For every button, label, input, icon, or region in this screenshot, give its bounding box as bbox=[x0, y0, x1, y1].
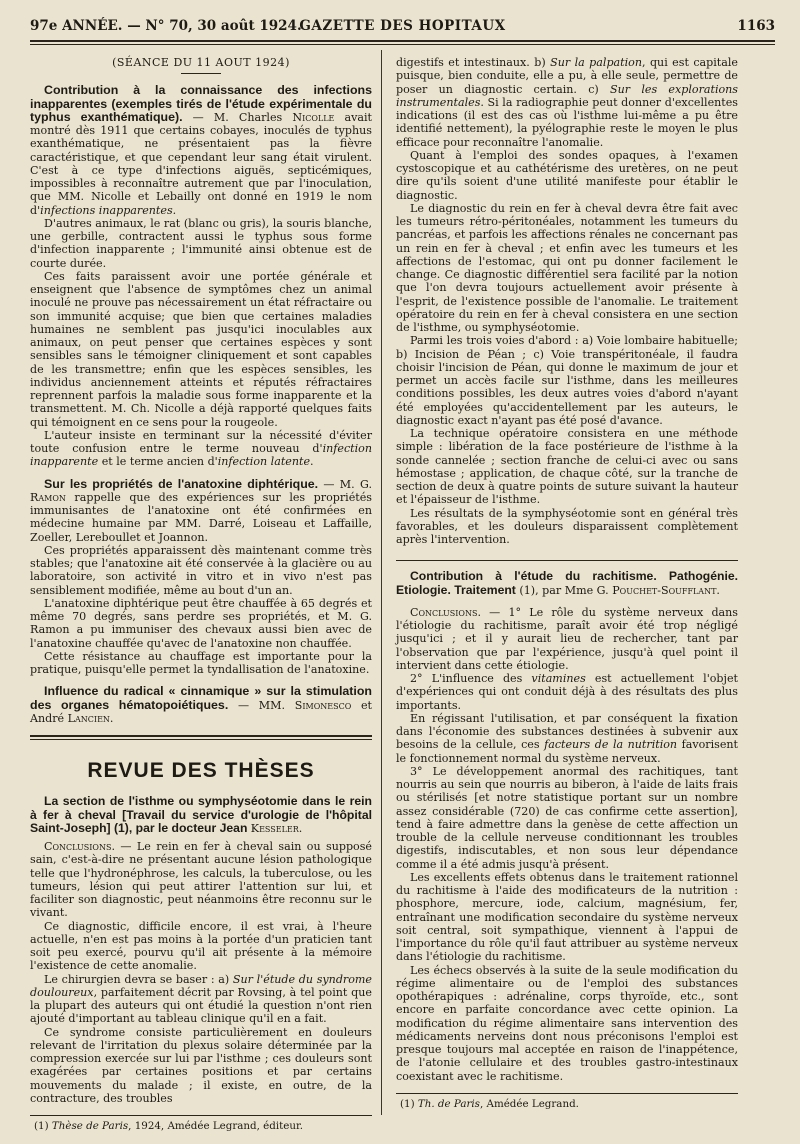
paragraph: Le chirurgien devra se baser : a) Sur l'étude du syndrome douloureux, parfaitement décrit par Rovsing, à tel point que la plupart des auteurs qui ont étudié la question n'ont rien ajouté d'important au tableau clinique qu'il en a fait. bbox=[30, 972, 372, 1026]
these-heading: La section de l'isthme ou symphyséotomie dans le rein à fer à cheval [Travail du service d'urologie de l'hôpital Saint-Joseph] (1), par le docteur Jean Kesseler. bbox=[30, 794, 372, 835]
article-separator bbox=[396, 560, 738, 561]
paragraph: Conclusions. — 1° Le rôle du système nerveux dans l'étiologie du rachitisme, paraît avoir été trop négligé jusqu'ici ; et il y aurait lieu de rechercher, tant par l'observation que par l'expérience, jusqu'à quel point il intervient dans cette étiologie. bbox=[396, 605, 738, 672]
paragraph: Les excellents effets obtenus dans le traitement rationnel du rachitisme à l'aide des modificateurs de la nutrition : phosphore, mercure, iode, calcium, magnésium, fer, entraînant une modification secondaire du système nerveux soit central, soit sympathique, viennent à l'appui de l'importance du rôle qu'il faut attribuer au système nerveux dans l'étiologie du rachitisme. bbox=[396, 870, 738, 964]
author-name: Nicolle bbox=[292, 110, 335, 124]
rachitisme-title: Contribution à l'étude du rachitisme. Pathogénie. Etiologie. Traitement bbox=[396, 569, 738, 597]
right-column bbox=[396, 56, 738, 1111]
paragraph: 2° L'influence des vitamines est actuellement l'objet d'expériences qui ont conduit déjà à des résultats des plus importants. bbox=[396, 672, 738, 712]
footnote-rule bbox=[30, 1115, 372, 1116]
paragraph: Conclusions. — Le rein en fer à cheval sain ou supposé sain, c'est-à-dire ne présentant aucune lésion pathologique telle que l'hydronéphrose, les calculs, la tuberculose, ou les tumeurs, lésion qui peut attirer l'attention sur lui, et faciliter son diagnostic, peut néanmoins être reconnu sur le vivant. bbox=[30, 840, 372, 920]
footnote-rule bbox=[396, 1093, 738, 1094]
paragraph: La technique opératoire consistera en une méthode simple : libération de la face postérieure de l'isthme à la sonde cannelée ; section franche de celui-ci avec ou sans hémostase ; application, de chaque côté, sur la tranche de section de deux à quatre points de suture suivant la hauteur et l'épaisseur de l'isthme. bbox=[396, 427, 738, 507]
these-title: La section de l'isthme ou symphyséotomie dans le rein à fer à cheval [Travail du service d'urologie de l'hôpital Saint-Joseph] (1), par le docteur Jean bbox=[30, 794, 372, 835]
left-column bbox=[30, 56, 372, 1133]
page-header bbox=[30, 18, 775, 40]
seance-date: (SÉANCE DU 11 AOUT 1924) bbox=[112, 56, 290, 69]
paragraph: digestifs et intestinaux. b) Sur la palpation, qui est capitale puisque, bien conduite, elle a pu, à elle seule, permettre de poser un diagnostic certain. c) Sur les explorations instrumentales. Si la radiographie peut donner d'excellentes indications (il est des cas où l'isthme lui-même a pu être identifié nettement), la pyélographie reste le moyen le plus efficace pour reconnaître l'anomalie. bbox=[396, 56, 739, 149]
article-title: Influence du radical « cinnamique » sur la stimulation des organes hématopoiétiques. bbox=[30, 684, 372, 712]
paragraph: L'auteur insiste en terminant sur la nécessité d'éviter toute confusion entre le terme nouveau d'infection inapparente et le terme ancien d'infection latente. bbox=[30, 428, 372, 469]
header-rule-thin bbox=[30, 44, 775, 45]
header-rule bbox=[30, 40, 775, 42]
paragraph: Les échecs observés à la suite de la seule modification du régime alimentaire ou de l'emploi des substances opothérapiques : adrénaline, corps thyroïde, etc., sont encore en parfaite concordance avec cette opinion. La modification du régime alimentaire sans intervention des médicaments nerveins dont nous préconisons l'emploi est presque toujours mal acceptée en raison de l'inappétence, de l'atonie cellulaire et des troubles gastro-intestinaux coexistant avec le rachitisme. bbox=[396, 963, 738, 1083]
issue-line: 97e ANNÉE. — N° 70, 30 août 1924. bbox=[30, 18, 302, 34]
conclusions-label: Conclusions. bbox=[410, 605, 481, 619]
paragraph: L'anatoxine diphtérique peut être chauffée à 65 degrés et même 70 degrés, sans perdre ses propriétés, et M. G. Ramon a pu immuniser des chevaux aussi bien avec de l'anatoxine chauffée qu'avec de l'anatoxine non chauffée. bbox=[30, 596, 372, 650]
paragraph: Les résultats de la symphyséotomie sont en général très favorables, et les douleurs disparaissent complètement après l'intervention. bbox=[396, 506, 738, 546]
section-rule bbox=[30, 735, 372, 740]
author-name: Simonesco bbox=[294, 698, 352, 712]
paragraph: Ce syndrome consiste particulièrement en douleurs relevant de l'irritation du plexus solaire déterminée par la compression exercée sur lui par l'isthme ; ces douleurs sont exagérées par certaines positions et par certains mouvements du malade ; il existe, en outre, de la contracture, des troubles bbox=[30, 1025, 372, 1105]
paragraph: Ce diagnostic, difficile encore, il est vrai, à l'heure actuelle, n'en est pas moins à la portée d'un praticien tant soit peu exercé, pourvu qu'il ait présente à la mémoire l'existence de cette anomalie. bbox=[30, 919, 372, 973]
author-name: Kesseler bbox=[250, 821, 299, 835]
rachitisme-heading: Contribution à l'étude du rachitisme. Pathogénie. Etiologie. Traitement (1), par Mme G. Pouchet-Soufflant. bbox=[396, 569, 738, 597]
paragraph: Ces faits paraissent avoir une portée générale et enseignent que l'absence de symptômes chez un animal inoculé ne prouve pas nécessairement un état réfractaire ou son immunité acquise; que bien que certaines maladies humaines ne semblent pas jusqu'ici inoculables aux animaux, on peut penser que certaines espèces y sont sensibles sans le témoigner cliniquement et sont capables de les transmettre; enfin que les espèces sensibles, les individus anciennement atteints et réputés réfractaires reprennent parfois la maladie sous forme inapparente et la transmettent. M. Ch. Nicolle a déjà rapporté quelques faits qui témoignent en ce sens pour la rougeole. bbox=[30, 269, 372, 429]
paragraph: Parmi les trois voies d'abord : a) Voie lombaire habituelle; b) Incision de Péan ; c) Voie transpéritonéale, il faudra choisir l'incision de Péan, qui donne le maximum de jour et permet un accès facile sur l'isthme, dans les meilleures conditions possibles, les deux autres voies d'abord n'ayant été employées qu'accidentellement par les auteurs, le diagnostic exact n'ayant pas été posé d'avance. bbox=[396, 334, 738, 427]
article-infections-inapparentes: Contribution à la connaissance des infections inapparentes (exemples tirés de l'étude expérimentale du typhus exanthématique). — M. Charles Nicolle avait montré dès 1911 que certains cobayes, inoculés de typhus exanthématique, ne présentaient pas la fièvre caractéristique, et que cependant leur sang était virulent. C'est à ce type d'infections aiguës, septicémiques, impossibles à reconnaître autrement que par l'inoculation, que MM. Nicolle et Lebailly ont donné en 1919 le nom d'infections inapparentes. bbox=[30, 83, 372, 217]
author-name: Pouchet-Soufflant bbox=[612, 583, 717, 597]
author-name: Ramon bbox=[30, 490, 66, 504]
article-title: Sur les propriétés de l'anatoxine diphtérique. bbox=[44, 476, 319, 491]
footnote: (1) Thèse de Paris, 1924, Amédée Legrand, éditeur. bbox=[34, 1120, 304, 1132]
paragraph: Quant à l'emploi des sondes opaques, à l'examen cystoscopique et au cathétérisme des uretères, on ne peut dire qu'ils soient d'une utilité manifeste pour établir le diagnostic. bbox=[396, 148, 738, 202]
seance-rule bbox=[181, 73, 221, 74]
article-anatoxine: Sur les propriétés de l'anatoxine diphtérique. — M. G. Ramon rappelle que des expériences sur les propriétés immunisantes de l'anatoxine ont été confirmées en médecine humaine par MM. Darré, Loiseau et Laffaille, Zoeller, Lereboullet et Joannon. bbox=[30, 476, 372, 544]
paragraph: Ces propriétés apparaissent dès maintenant comme très stables; que l'anatoxine ait été conservée à la glacière ou au laboratoire, son activité in vitro et in vivo n'est pas sensiblement modifiée, même au bout d'un an. bbox=[30, 543, 372, 597]
paragraph: D'autres animaux, le rat (blanc ou gris), la souris blanche, une gerbille, contractent aussi le typhus sous forme d'infection inapparente ; l'immunité ainsi obtenue est de courte durée. bbox=[30, 216, 372, 270]
paragraph: En régissant l'utilisation, et par conséquent la fixation dans l'économie des substances destinées à subvenir aux besoins de la cellule, ces facteurs de la nutrition favorisent le fonctionnement normal du système nerveux. bbox=[396, 711, 738, 765]
article-cinnamique: Influence du radical « cinnamique » sur la stimulation des organes hématopoiétiques. — MM. Simonesco et André Lancien. bbox=[30, 684, 372, 725]
footnote: (1) Th. de Paris, Amédée Legrand. bbox=[400, 1097, 579, 1110]
article-title: Contribution à la connaissance des infections inapparentes (exemples tirés de l'étude expérimentale du typhus exanthématique). bbox=[30, 83, 372, 124]
section-title: REVUE DES THÈSES bbox=[87, 759, 315, 782]
journal-title: GAZETTE DES HOPITAUX bbox=[299, 18, 506, 34]
page-number: 1163 bbox=[737, 18, 775, 34]
author-name: Lancien bbox=[67, 711, 110, 725]
paragraph: Le diagnostic du rein en fer à cheval devra être fait avec les tumeurs rétro-péritonéales, notamment les tumeurs du pancréas, et parfois les affections rénales ne concernant pas un rein en fer à cheval ; et enfin avec les tumeurs et les affections de l'estomac, qui ont pu donner facilement le change. Ce diagnostic différentiel sera facilité par la notion que l'on devra toujours actuellement avoir présente à l'esprit, de l'existence possible de l'anomalie. Le traitement opératoire du rein en fer à cheval consistera en une section de l'isthme, ou symphyséotomie. bbox=[396, 201, 738, 334]
column-divider bbox=[381, 50, 382, 1115]
conclusions-label: Conclusions. bbox=[44, 840, 115, 853]
paragraph: 3° Le développement anormal des rachitiques, tant nourris au sein que nourris au biberon, à l'aide de laits frais ou stérilisés [et notre statistique portant sur un nombre assez considérable (720) de cas confirme cette assertion], tend à faire admettre dans la genèse de cette affection un trouble de la cellule nerveuse conditionnant les troubles digestifs, indiscutables, et non sous leur dépendance comme il a été admis jusqu'à présent. bbox=[396, 764, 738, 871]
paragraph: Cette résistance au chauffage est importante pour la pratique, puisqu'elle permet la tyndallisation de l'anatoxine. bbox=[30, 649, 372, 676]
